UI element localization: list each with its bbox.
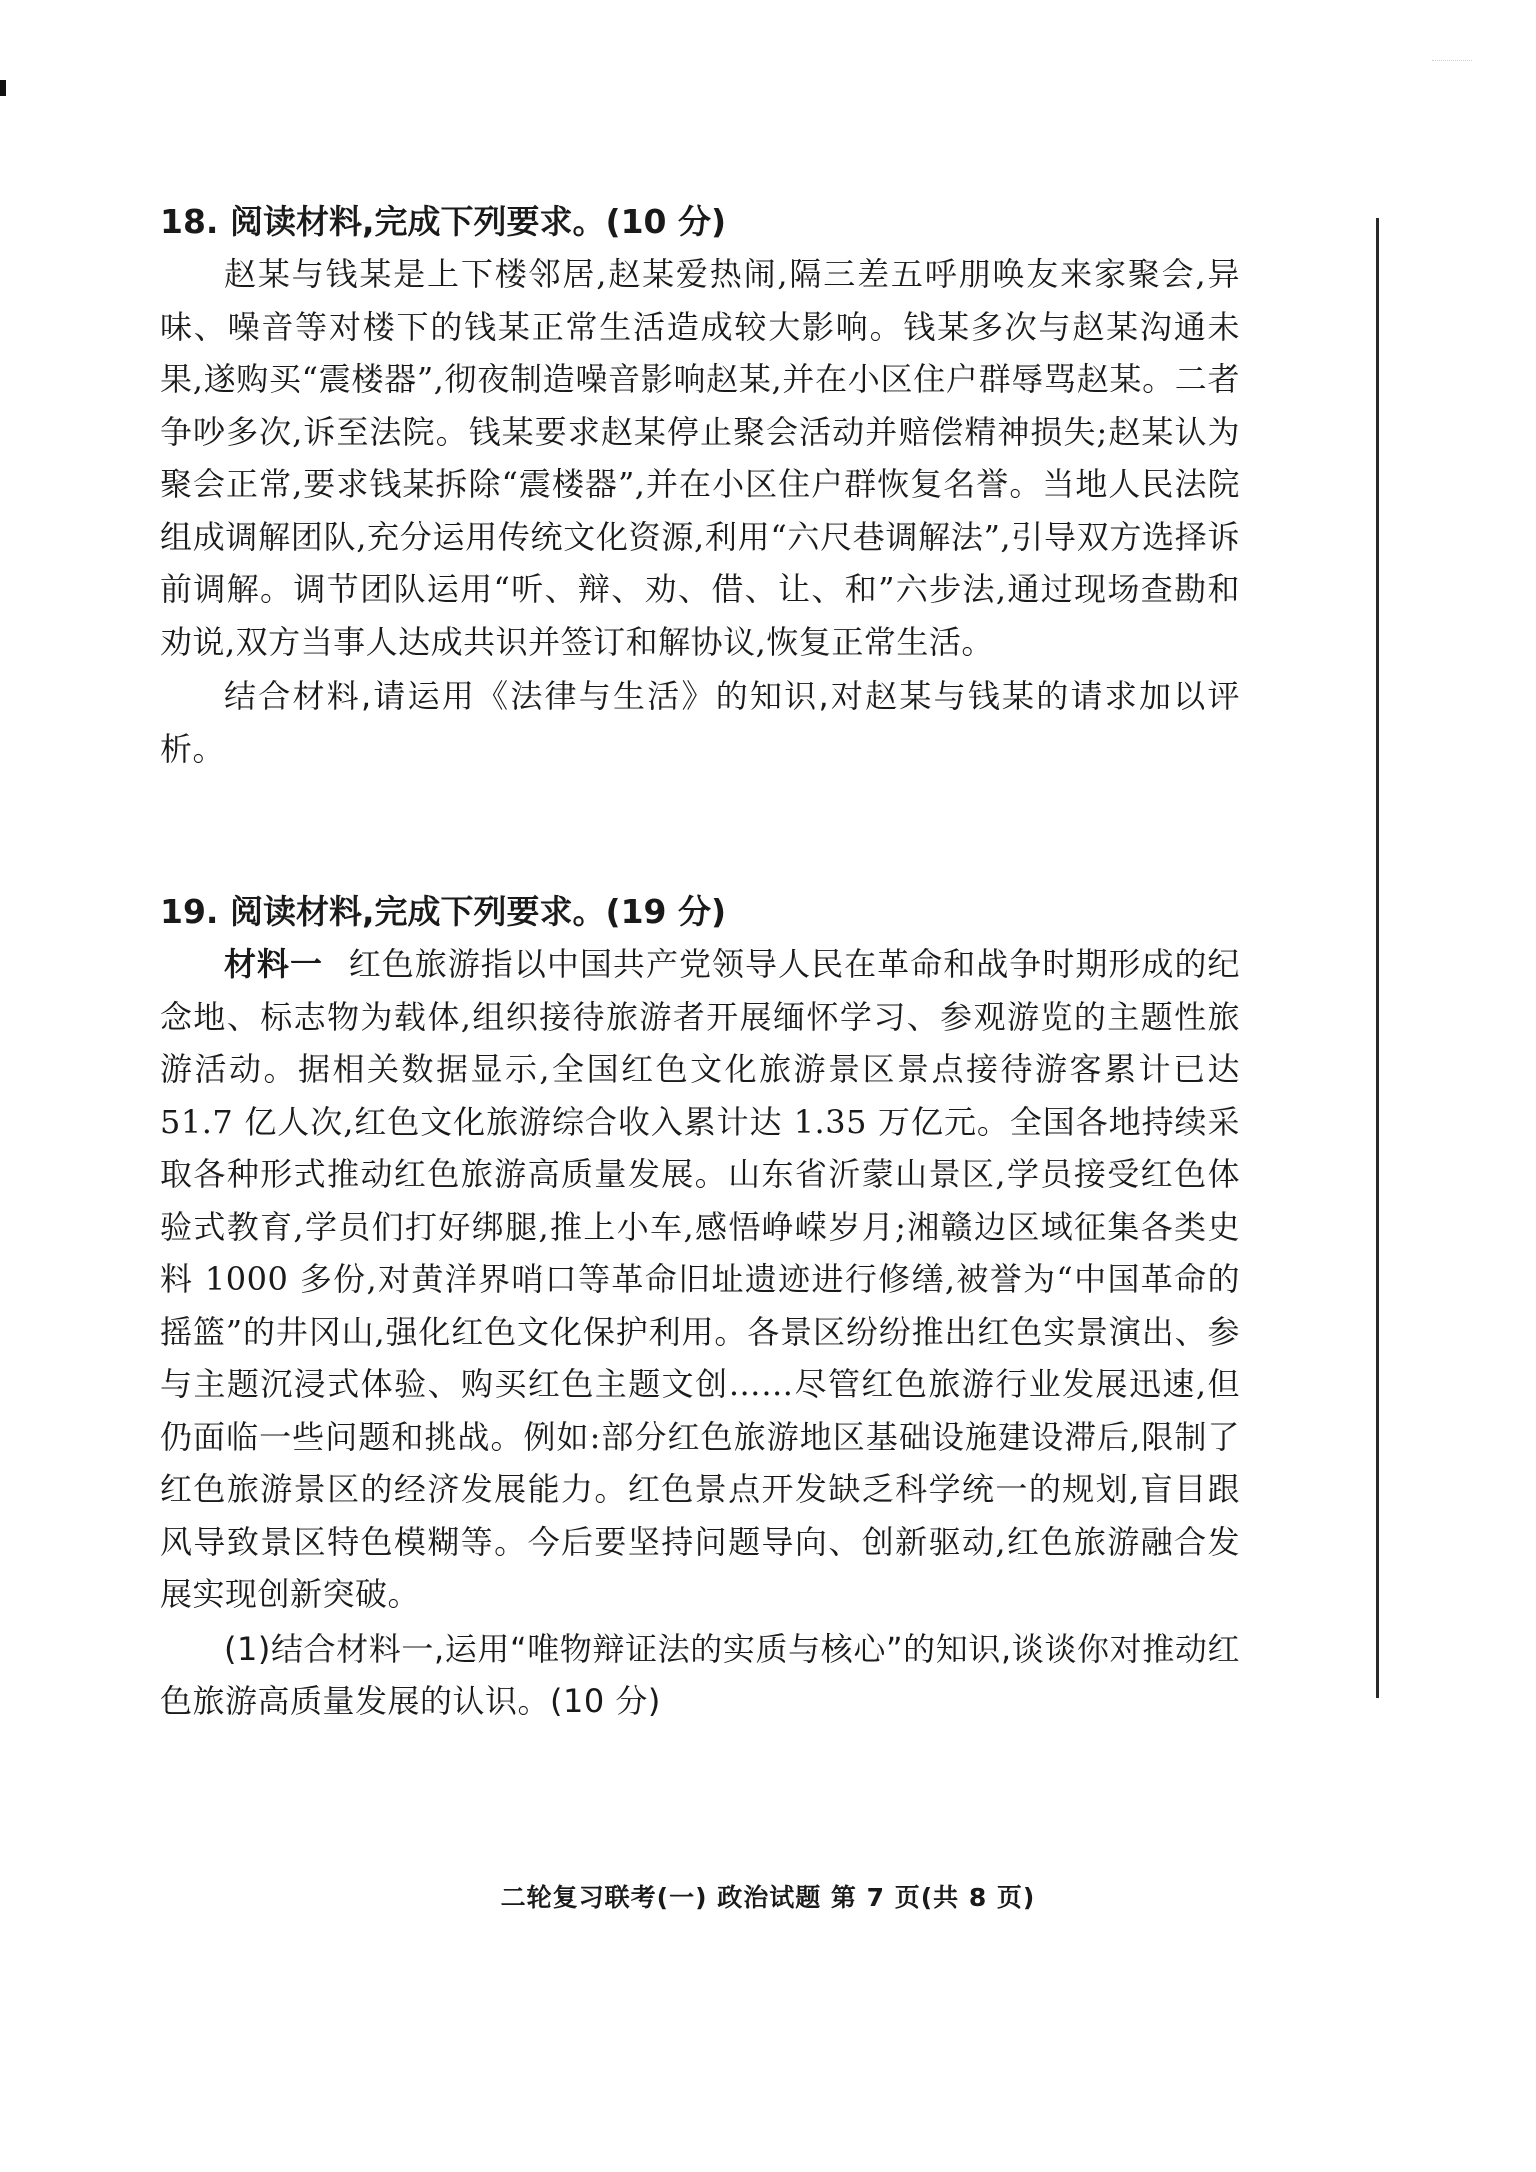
question-18 bbox=[160, 200, 1240, 775]
question-19-material-one bbox=[160, 938, 1240, 1621]
scan-artifact bbox=[1432, 60, 1472, 71]
margin-rule bbox=[1376, 218, 1379, 1698]
question-19 bbox=[160, 890, 1240, 1728]
question-19-heading: 19. 阅读材料,完成下列要求。(19 分) bbox=[160, 892, 727, 931]
question-18-task: 结合材料,请运用《法律与生活》的知识,对赵某与钱某的请求加以评析。 bbox=[160, 677, 1240, 768]
page-footer: 二轮复习联考(一) 政治试题 第 7 页(共 8 页) bbox=[500, 1883, 1036, 1912]
scan-corner-mark bbox=[0, 80, 6, 96]
question-19-subquestion-1: (1)结合材料一,运用“唯物辩证法的实质与核心”的知识,谈谈你对推动红色旅游高质量发展的认识。(10 分) bbox=[160, 1629, 1240, 1720]
question-18-heading: 18. 阅读材料,完成下列要求。(10 分) bbox=[160, 202, 727, 241]
question-18-material: 赵某与钱某是上下楼邻居,赵某爱热闹,隔三差五呼朋唤友来家聚会,异味、噪音等对楼下的钱某正常生活造成较大影响。钱某多次与赵某沟通未果,遂购买“震楼器”,彻夜制造噪音影响赵某,并在小区住户群辱骂赵某。二者争吵多次,诉至法院。钱某要求赵某停止聚会活动并赔偿精神损失;赵某认为聚会正常,要求钱某拆除“震楼器”,并在小区住户群恢复名誉。当地人民法院组成调解团队,充分运用传统文化资源,利用“六尺巷调解法”,引导双方选择诉前调解。调节团队运用“听、辩、劝、借、让、和”六步法,通过现场查勘和劝说,双方当事人达成共识并签订和解协议,恢复正常生活。 bbox=[160, 255, 1240, 661]
material-one-text: 红色旅游指以中国共产党领导人民在革命和战争时期形成的纪念地、标志物为载体,组织接待旅游者开展缅怀学习、参观游览的主题性旅游活动。据相关数据显示,全国红色文化旅游景区景点接待游客累计已达 51.7 亿人次,红色文化旅游综合收入累计达 1.35 万亿元。全国各地持续采取各种形式推动红色旅游高质量发展。山东省沂蒙山景区,学员接受红色体验式教育,学员们打好绑腿,推上小车,感悟峥嵘岁月;湘赣边区域征集各类史料 1000 多份,对黄洋界哨口等革命旧址遗迹进行修缮,被誉为“中国革命的摇篮”的井冈山,强化红色文化保护利用。各景区纷纷推出红色实景演出、参与主题沉浸式体验、购买红色主题文创……尽管红色旅游行业发展迅速,但仍面临一些问题和挑战。例如:部分红色旅游地区基础设施建设滞后,限制了红色旅游景区的经济发展能力。红色景点开发缺乏科学统一的规划,盲目跟风导致景区特色模糊等。今后要坚持问题导向、创新驱动,红色旅游融合发展实现创新突破。 bbox=[160, 945, 1240, 1613]
material-one-label: 材料一 bbox=[224, 945, 324, 983]
